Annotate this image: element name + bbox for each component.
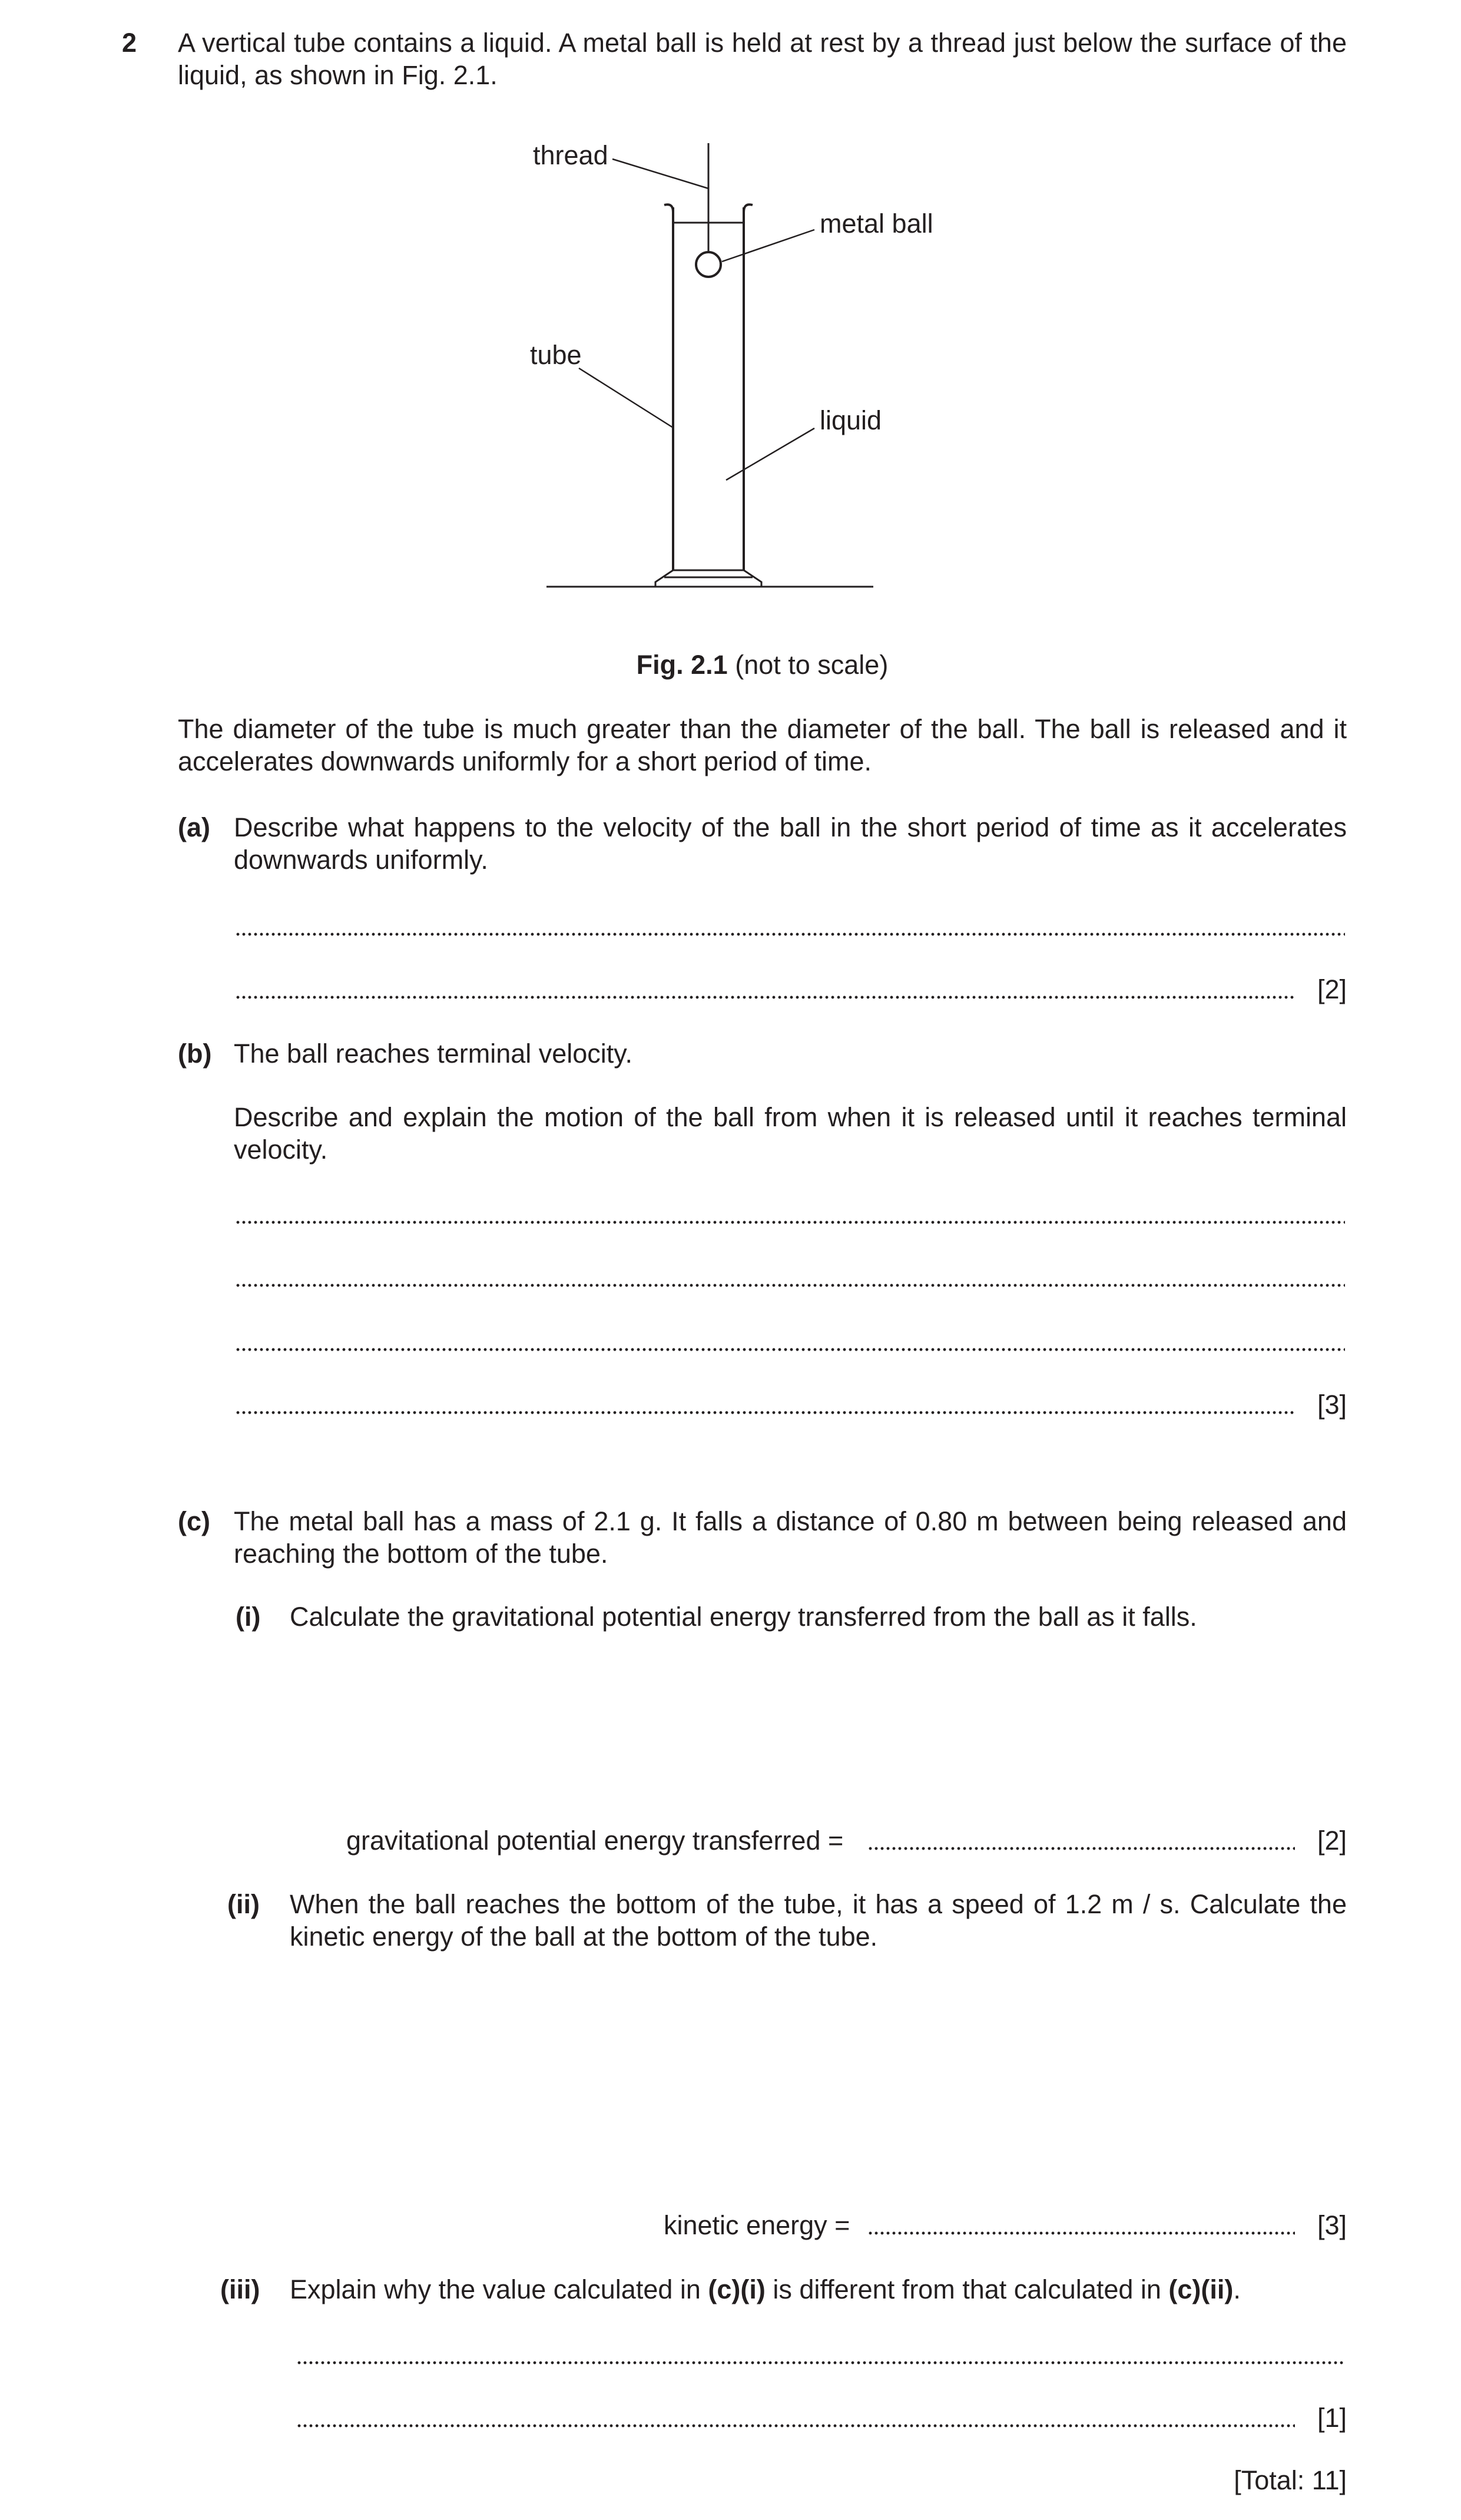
tube-base — [655, 570, 761, 587]
tube-right-lip — [744, 204, 753, 212]
answer-line[interactable] — [235, 1198, 1345, 1231]
metal-ball-circle — [696, 252, 721, 277]
gpe-answer-label: gravitational potential energy transferred = — [346, 1825, 844, 1856]
part-c-label: (c) — [178, 1506, 210, 1536]
part-c-iii-ref2: (c)(ii) — [1168, 2274, 1234, 2304]
figure-caption-rest: (not to scale) — [727, 650, 889, 680]
part-b-label: (b) — [178, 1039, 212, 1069]
total-marks: [Total: 11] — [1234, 2465, 1347, 2495]
answer-line[interactable] — [235, 973, 1295, 1006]
part-b-text1: The ball reaches terminal velocity. — [234, 1039, 632, 1069]
tube-label: tube — [530, 340, 582, 370]
figure-2-1 — [0, 0, 1461, 619]
ke-answer-line[interactable] — [867, 2209, 1295, 2241]
part-c-iii-text — [290, 2273, 1241, 2306]
part-c-ii-text: When the ball reaches the bottom of the tube, it has a speed of 1.2 m / s. Calculate the kinetic energy of the ball at the bottom of the tube. — [290, 1889, 1347, 1952]
answer-line[interactable] — [235, 1325, 1345, 1358]
part-c-ii-label: (ii) — [227, 1889, 260, 1919]
figure-caption — [178, 649, 1347, 681]
part-c-iii-ref1: (c)(i) — [708, 2274, 766, 2304]
metal-ball-label: metal ball — [820, 209, 933, 239]
part-c-iii-marks: [1] — [1317, 2403, 1347, 2433]
answer-line[interactable] — [235, 1261, 1345, 1294]
figure-caption-bold: Fig. 2.1 — [636, 650, 728, 680]
answer-line[interactable] — [296, 2339, 1345, 2371]
question-number: 2 — [122, 28, 137, 58]
answer-line[interactable] — [235, 1388, 1295, 1421]
part-a-marks: [2] — [1317, 974, 1347, 1004]
thread-label: thread — [533, 140, 608, 170]
gpe-answer-line[interactable] — [867, 1824, 1295, 1857]
part-a-label: (a) — [178, 812, 210, 842]
thread-leader — [612, 159, 708, 188]
part-c-iii-label: (iii) — [220, 2274, 260, 2304]
part-c-ii-marks: [3] — [1317, 2210, 1347, 2240]
part-b-marks: [3] — [1317, 1390, 1347, 1420]
part-c-text: The metal ball has a mass of 2.1 g. It falls a distance of 0.80 m between being released and reaching the bottom of the tube. — [234, 1506, 1347, 1569]
part-c-i-marks: [2] — [1317, 1825, 1347, 1856]
part-c-i-label: (i) — [236, 1602, 261, 1632]
context-paragraph: The diameter of the tube is much greater than the diameter of the ball. The ball is released and it accelerates downwards uniformly for a short period of time. — [178, 714, 1347, 776]
part-a-text: Describe what happens to the velocity of the ball in the short period of time as it accelerates downwards uniformly. — [234, 812, 1347, 875]
answer-line[interactable] — [296, 2402, 1295, 2434]
ke-answer-label: kinetic energy = — [664, 2210, 850, 2240]
liquid-leader — [726, 428, 814, 480]
answer-line[interactable] — [235, 910, 1345, 942]
part-c-iii-text-end: . — [1233, 2274, 1241, 2304]
tube-left-lip — [664, 204, 673, 212]
part-b-text2: Describe and explain the motion of the ball from when it is released until it reaches terminal velocity. — [234, 1102, 1347, 1165]
part-c-iii-text-before: Explain why the value calculated in — [290, 2274, 708, 2304]
question-intro: A vertical tube contains a liquid. A metal ball is held at rest by a thread just below the surface of the liquid, as shown in Fig. 2.1. — [178, 28, 1347, 90]
metal-ball-leader — [722, 230, 814, 262]
part-c-iii-text-mid: is different from that calculated in — [765, 2274, 1169, 2304]
liquid-label: liquid — [820, 405, 882, 435]
tube-leader — [579, 368, 673, 428]
part-c-i-text: Calculate the gravitational potential energy transferred from the ball as it falls. — [290, 1602, 1197, 1632]
